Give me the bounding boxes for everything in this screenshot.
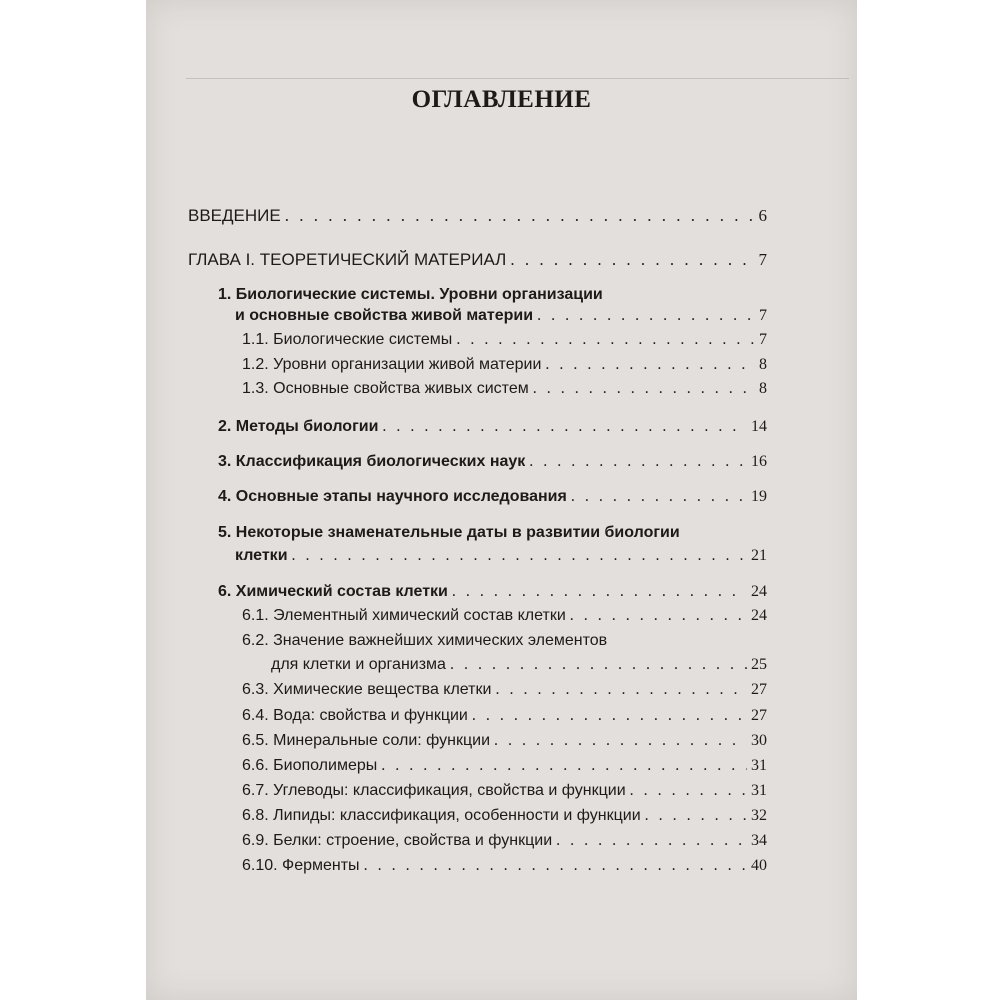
- leader-dots: [645, 807, 747, 825]
- toc-entry-section-4: [218, 488, 767, 506]
- leader-dots: [382, 418, 747, 436]
- toc-entry-introduction: [188, 206, 767, 226]
- toc-entry-label: клетки: [235, 547, 288, 564]
- toc-entry-6-5: [242, 732, 767, 750]
- page-title: ОГЛАВЛЕНИЕ: [411, 86, 592, 113]
- toc-entry-page: 34: [751, 832, 767, 849]
- leader-dots: [529, 453, 747, 471]
- toc-entry-page: 7: [759, 331, 767, 348]
- toc-entry-label: и основные свойства живой материи: [235, 307, 534, 324]
- toc-entry-page: 8: [759, 380, 767, 397]
- toc-entry-section-5: [235, 547, 767, 565]
- leader-dots: [292, 547, 747, 565]
- toc-entry-page: 21: [751, 547, 767, 564]
- toc-entry-label: 6.4. Вода: свойства и функции: [242, 707, 468, 724]
- leader-dots: [381, 757, 747, 775]
- toc-entry-page: 6: [758, 206, 767, 225]
- leader-dots: [450, 656, 747, 674]
- toc-entry-section-1: [235, 307, 767, 325]
- toc-entry-6-3: [242, 681, 767, 699]
- toc-entry-label: 6.3. Химические вещества клетки: [242, 681, 492, 698]
- toc-entry-label: 4. Основные этапы научного исследования: [218, 488, 567, 505]
- toc-entry-page: 7: [758, 250, 767, 269]
- toc-entry-6-6: [242, 757, 767, 775]
- toc-entry-page: 31: [751, 782, 767, 799]
- leader-dots: [285, 206, 755, 226]
- toc-entry-6-4: [242, 707, 767, 725]
- toc-entry-page: 27: [751, 681, 767, 698]
- leader-dots: [495, 681, 747, 699]
- toc-entry-section-3: [218, 453, 767, 471]
- leader-dots: [456, 331, 755, 349]
- leader-dots: [537, 307, 755, 325]
- leader-dots: [556, 832, 747, 850]
- toc-entry-line1: 6.2. Значение важнейших химических элементов: [242, 632, 608, 649]
- toc-entry-label: 1.3. Основные свойства живых систем: [242, 380, 529, 397]
- toc-entry-page: 24: [751, 607, 767, 624]
- toc-entry-line1: 1. Биологические системы. Уровни организации: [218, 286, 603, 303]
- toc-entry-label: 1.1. Биологические системы: [242, 331, 453, 348]
- toc-entry-line1: 5. Некоторые знаменательные даты в развитии биологии: [218, 524, 680, 541]
- leader-dots: [494, 732, 747, 750]
- toc-entry-label: 6.7. Углеводы: классификация, свойства и функции: [242, 782, 626, 799]
- toc-entry-label: 6.5. Минеральные соли: функции: [242, 732, 491, 749]
- leader-dots: [472, 707, 747, 725]
- toc-entry-6-2: [271, 656, 767, 674]
- toc-entry-label: 6. Химический состав клетки: [218, 583, 448, 600]
- toc-entry-label: 6.1. Элементный химический состав клетки: [242, 607, 566, 624]
- leader-dots: [630, 782, 747, 800]
- toc-entry-label: 6.9. Белки: строение, свойства и функции: [242, 832, 553, 849]
- toc-entry-page: 27: [751, 707, 767, 724]
- toc-entry-chapter-1: [188, 250, 767, 270]
- toc-entry-page: 19: [751, 488, 767, 505]
- toc-entry-section-6: [218, 583, 767, 601]
- leader-dots: [364, 857, 747, 875]
- toc-entry-section-2: [218, 418, 767, 436]
- toc-entry-page: 25: [751, 656, 767, 673]
- toc-entry-page: 24: [751, 583, 767, 600]
- toc-entry-6-10: [242, 857, 767, 875]
- toc-entry-6-7: [242, 782, 767, 800]
- toc-entry-label: ВВЕДЕНИЕ: [188, 206, 281, 225]
- toc-entry-6-1: [242, 607, 767, 625]
- toc-entry-label: 2. Методы биологии: [218, 418, 379, 435]
- toc-entry-page: 30: [751, 732, 767, 749]
- toc-entry-label: 6.10. Ферменты: [242, 857, 360, 874]
- toc-entry-page: 31: [751, 757, 767, 774]
- toc-entry-1-2: [242, 356, 767, 374]
- toc-entry-page: 40: [751, 857, 767, 874]
- toc-entry-page: 8: [759, 356, 767, 373]
- leader-dots: [570, 607, 747, 625]
- toc-entry-page: 32: [751, 807, 767, 824]
- toc-entry-page: 16: [751, 453, 767, 470]
- leader-dots: [510, 250, 754, 270]
- leader-dots: [571, 488, 747, 506]
- toc-entry-1-3: [242, 380, 767, 398]
- toc-entry-label: 1.2. Уровни организации живой материи: [242, 356, 542, 373]
- leader-dots: [452, 583, 747, 601]
- toc-entry-label: ГЛАВА I. ТЕОРЕТИЧЕСКИЙ МАТЕРИАЛ: [188, 250, 507, 269]
- toc-entry-page: 7: [759, 307, 767, 324]
- toc-entry-label: 3. Классификация биологических наук: [218, 453, 526, 470]
- table-of-contents: [146, 0, 857, 1000]
- toc-entry-6-9: [242, 832, 767, 850]
- toc-entry-label: 6.8. Липиды: классификация, особенности и функции: [242, 807, 641, 824]
- toc-entry-label: 6.6. Биополимеры: [242, 757, 378, 774]
- book-page: [146, 0, 857, 1000]
- toc-entry-6-8: [242, 807, 767, 825]
- toc-entry-1-1: [242, 331, 767, 349]
- leader-dots: [545, 356, 755, 374]
- leader-dots: [533, 380, 755, 398]
- toc-entry-label: для клетки и организма: [271, 656, 446, 673]
- toc-entry-page: 14: [751, 418, 767, 435]
